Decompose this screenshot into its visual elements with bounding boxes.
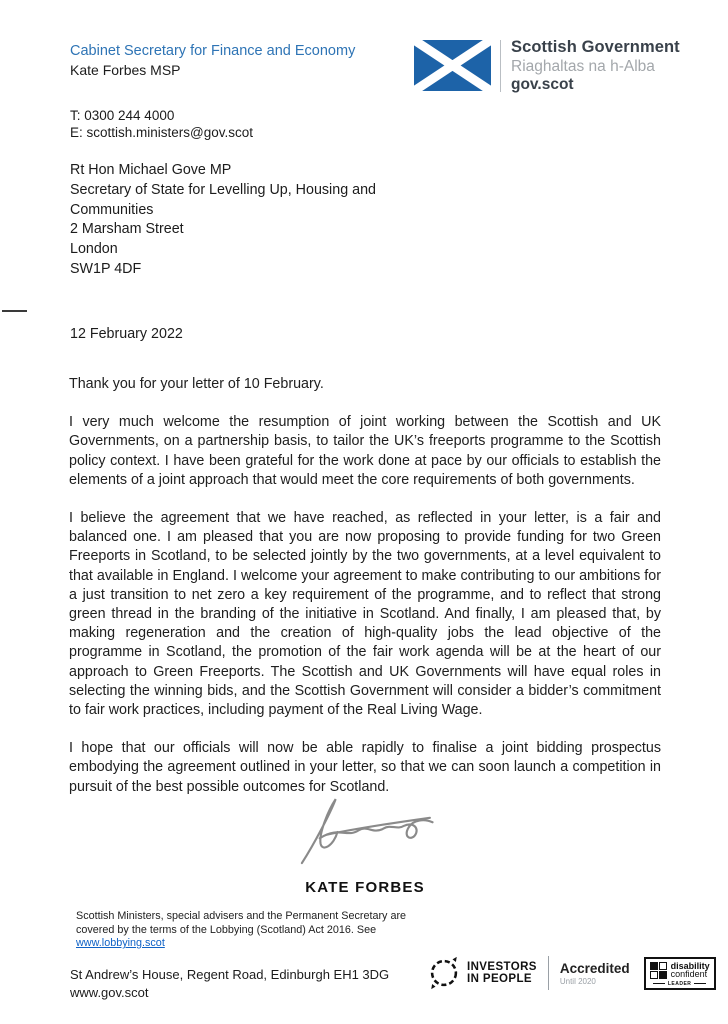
recipient-line: SW1P 4DF xyxy=(70,260,142,277)
paragraph: Thank you for your letter of 10 February. xyxy=(69,376,324,392)
recipient-line: Secretary of State for Levelling Up, Housing and xyxy=(70,181,376,198)
sender-name: Kate Forbes MSP xyxy=(70,62,181,78)
lobbying-link[interactable]: www.lobbying.scot xyxy=(76,937,165,949)
signature-image xyxy=(280,792,450,872)
logo-gaelic-name: Riaghaltas na h-Alba xyxy=(511,57,655,75)
recipient-address xyxy=(70,161,376,280)
paragraph: I believe the agreement that we have reached, as reflected in your letter, is a fair and balanced one. I am pleased that you are now proposing to provide funding for two Green Freeports in Scotland, to be selected jointly by the two governments, at a level equivalent to that available in England. I welcome your agreement to make contributing to our ambitions for a just transition to net zero a key requirement of the programme, and to reflect that strong green thread in the branding of the initiative in Scotland. And finally, I am pleased that, by making regeneration and the creation of high-quality jobs the lead objective of the programme in Scotland, the promotion of the fair work agenda will be at the heart of our approach to Green Freeports. The Scottish and UK Governments will have equal roles in selecting the winning bids, and the Scottish Government will consider a bidder’s commitment to fair work practices, including payment of the Real Living Wage. xyxy=(69,510,661,719)
signature-block xyxy=(69,792,661,896)
confident-label: confident xyxy=(670,969,708,979)
logo-org-name: Scottish Government xyxy=(511,38,680,56)
sender-title: Cabinet Secretary for Finance and Economy xyxy=(70,43,356,59)
contact-block xyxy=(70,107,253,141)
recipient-line: Communities xyxy=(70,201,154,218)
accredited-label: Accredited xyxy=(559,960,630,976)
footer-logos xyxy=(427,953,728,993)
phone-line: T: 0300 244 4000 xyxy=(70,108,175,123)
paragraph: I hope that our officials will now be able rapidly to finalise a joint bidding prospectus embodying the agreement outlined in your letter, so that we can soon launch a competition in pursuit of the best possible outcomes for Scotland. xyxy=(69,740,661,795)
office-address-block xyxy=(70,966,389,1001)
logo-domain: gov.scot xyxy=(511,76,574,93)
logo-divider xyxy=(500,40,501,92)
investors-in-people-wreath-icon xyxy=(427,953,461,993)
lobbying-text: Scottish Ministers, special advisers and the Permanent Secretary are covered by the terms of the Lobbying (Scotland) Act 2016. See xyxy=(76,910,407,936)
letter-date: 12 February 2022 xyxy=(70,326,183,342)
iip-line1: INVESTORS xyxy=(467,960,537,973)
scottish-government-logo xyxy=(414,39,680,93)
accredited-block xyxy=(560,961,630,986)
letter-body xyxy=(69,375,661,816)
website: www.gov.scot xyxy=(70,984,149,1000)
lobbying-note xyxy=(76,910,416,951)
email-line: E: scottish.ministers@gov.scot xyxy=(70,125,254,140)
office-address: St Andrew’s House, Regent Road, Edinburgh EH1 3DG xyxy=(70,967,390,982)
recipient-line: London xyxy=(70,241,118,258)
sender-block xyxy=(70,43,355,78)
investors-in-people-logo xyxy=(427,953,630,993)
disability-confident-symbols-icon xyxy=(650,962,667,979)
logo-text xyxy=(511,39,680,93)
disability-confident-level: LEADER xyxy=(650,981,710,987)
investors-in-people-label xyxy=(467,961,537,986)
paragraph: I very much welcome the resumption of joint working between the Scottish and UK Governments, on a partnership basis, to tailor the UK’s freeports programme to the Scottish policy context. I have been grateful for the work done at pace by our officials to establish the elements of a joint approach that would meet the core requirements of both governments. xyxy=(69,414,661,488)
saltire-flag-icon xyxy=(414,40,491,91)
fold-mark xyxy=(2,310,27,312)
signatory-name: KATE FORBES xyxy=(305,879,425,896)
accredited-until-label: Until 2020 xyxy=(559,976,596,986)
disability-confident-logo xyxy=(644,957,716,990)
disability-label: disability xyxy=(670,960,710,971)
disability-confident-top xyxy=(650,962,710,979)
recipient-line: Rt Hon Michael Gove MP xyxy=(70,162,232,178)
iip-line2: IN PEOPLE xyxy=(467,973,532,985)
recipient-line: 2 Marsham Street xyxy=(70,221,184,238)
iip-divider xyxy=(548,956,549,990)
